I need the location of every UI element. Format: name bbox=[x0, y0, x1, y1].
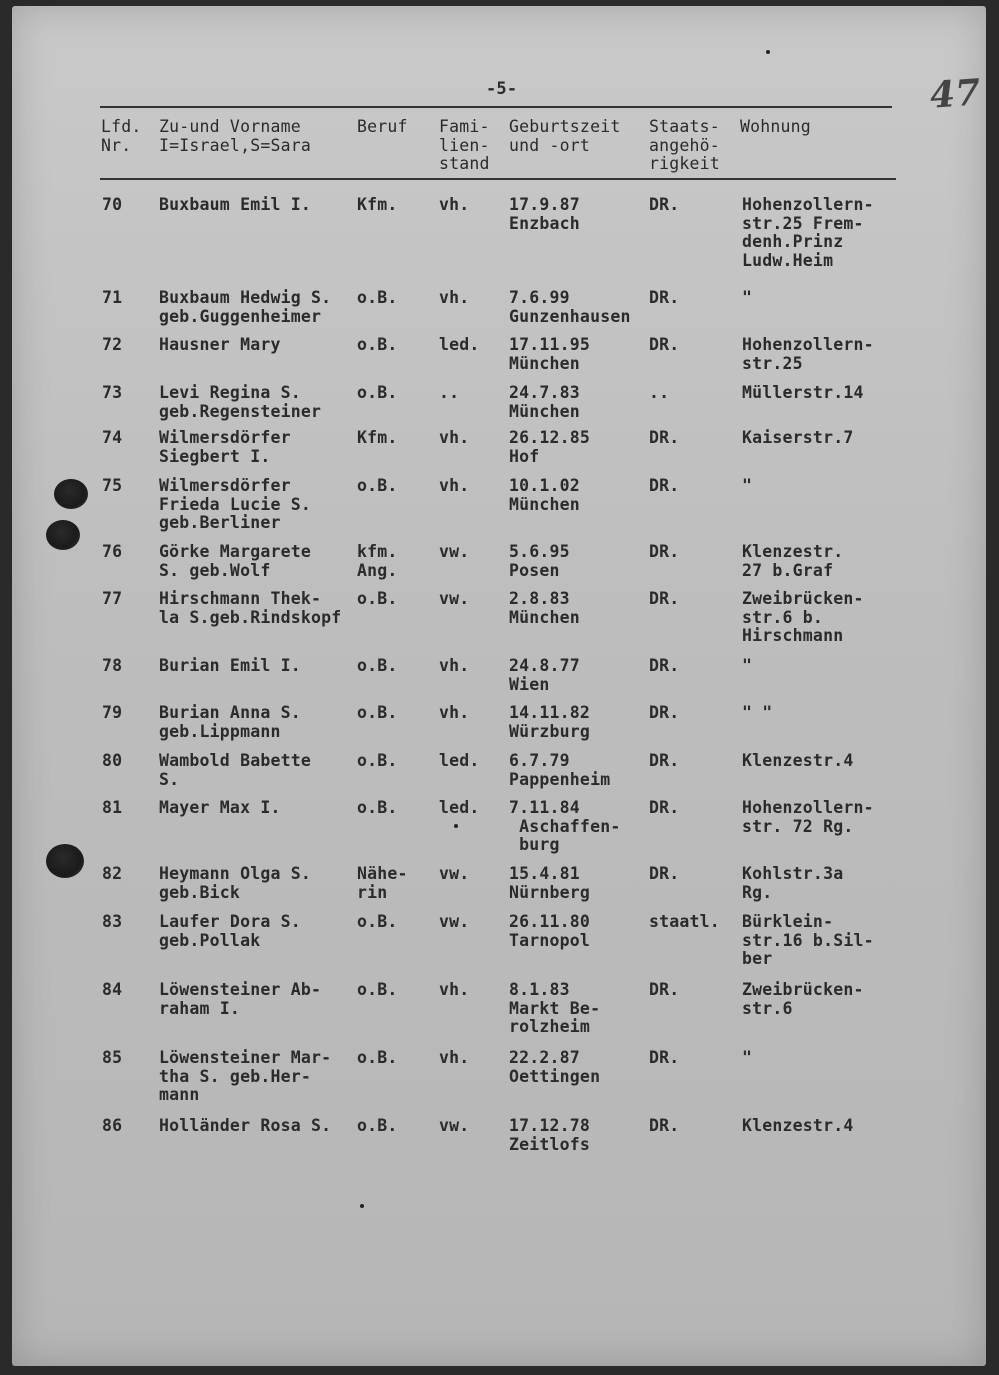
citizenship: DR. bbox=[649, 542, 680, 561]
row-number: 75 bbox=[102, 476, 123, 495]
row-number: 70 bbox=[102, 195, 123, 214]
birth-date-place: 6.7.79 Pappenheim bbox=[509, 751, 611, 789]
marital-status: led. bbox=[439, 335, 480, 354]
marital-status: vh. bbox=[439, 1048, 470, 1067]
occupation: o.B. bbox=[357, 476, 398, 495]
document-page bbox=[12, 6, 986, 1366]
birth-date-place: 10.1.02 München bbox=[509, 476, 580, 514]
marital-status: .. bbox=[439, 383, 460, 402]
person-name: Wilmersdörfer Siegbert I. bbox=[159, 428, 291, 466]
residence: " bbox=[742, 476, 753, 495]
header-familienstand: Fami- lien- stand bbox=[439, 117, 490, 173]
occupation: o.B. bbox=[357, 589, 398, 608]
birth-date-place: 26.12.85 Hof bbox=[509, 428, 591, 466]
person-name: Holländer Rosa S. bbox=[159, 1116, 332, 1135]
person-name: Mayer Max I. bbox=[159, 798, 281, 817]
birth-date-place: 7.11.84 Aschaffen- burg bbox=[509, 798, 621, 854]
header-bottom-rule bbox=[100, 178, 896, 180]
birth-date-place: 14.11.82 Würzburg bbox=[509, 703, 591, 741]
residence: Hohenzollern- str.25 bbox=[742, 335, 874, 373]
row-number: 73 bbox=[102, 383, 123, 402]
marital-status: vh. bbox=[439, 703, 470, 722]
row-number: 82 bbox=[102, 864, 123, 883]
row-number: 72 bbox=[102, 335, 123, 354]
citizenship: DR. bbox=[649, 1116, 680, 1135]
page-number: -5- bbox=[486, 79, 518, 99]
birth-date-place: 7.6.99 Gunzenhausen bbox=[509, 288, 631, 326]
header-staat: Staats- angehö- rigkeit bbox=[649, 117, 720, 173]
residence: Zweibrücken- str.6 b. Hirschmann bbox=[742, 589, 864, 645]
marital-status: vh. bbox=[439, 195, 470, 214]
row-number: 77 bbox=[102, 589, 123, 608]
punch-hole-middle bbox=[46, 520, 80, 550]
birth-date-place: 5.6.95 Posen bbox=[509, 542, 570, 580]
person-name: Buxbaum Emil I. bbox=[159, 195, 312, 214]
residence: Hohenzollern- str. 72 Rg. bbox=[742, 798, 874, 836]
birth-date-place: 24.7.83 München bbox=[509, 383, 580, 421]
citizenship: staatl. bbox=[649, 912, 720, 931]
marital-status: vw. bbox=[439, 589, 470, 608]
residence: " bbox=[742, 656, 753, 675]
row-number: 74 bbox=[102, 428, 123, 447]
row-number: 85 bbox=[102, 1048, 123, 1067]
citizenship: DR. bbox=[649, 798, 680, 817]
birth-date-place: 22.2.87 Oettingen bbox=[509, 1048, 601, 1086]
occupation: o.B. bbox=[357, 1116, 398, 1135]
occupation: o.B. bbox=[357, 980, 398, 999]
person-name: Löwensteiner Mar- tha S. geb.Her- mann bbox=[159, 1048, 332, 1104]
header-beruf: Beruf bbox=[357, 117, 408, 136]
row-number: 84 bbox=[102, 980, 123, 999]
marital-status: vw. bbox=[439, 1116, 470, 1135]
header-name: Zu-und Vorname I=Israel,S=Sara bbox=[159, 117, 312, 155]
residence: " bbox=[742, 288, 753, 307]
marital-status: vw. bbox=[439, 912, 470, 931]
ink-speck bbox=[766, 50, 770, 54]
occupation: o.B. bbox=[357, 703, 398, 722]
marital-status: led. bbox=[439, 798, 480, 817]
occupation: o.B. bbox=[357, 798, 398, 817]
marital-status: vw. bbox=[439, 542, 470, 561]
citizenship: DR. bbox=[649, 656, 680, 675]
occupation: o.B. bbox=[357, 751, 398, 770]
birth-date-place: 15.4.81 Nürnberg bbox=[509, 864, 591, 902]
occupation: o.B. bbox=[357, 656, 398, 675]
row-number: 79 bbox=[102, 703, 123, 722]
person-name: Heymann Olga S. geb.Bick bbox=[159, 864, 312, 902]
marital-status: vh. bbox=[439, 656, 470, 675]
occupation: Nähe- rin bbox=[357, 864, 408, 902]
residence: Zweibrücken- str.6 bbox=[742, 980, 864, 1018]
person-name: Hirschmann Thek- la S.geb.Rindskopf bbox=[159, 589, 342, 627]
header-wohnung: Wohnung bbox=[740, 117, 811, 136]
row-number: 80 bbox=[102, 751, 123, 770]
citizenship: DR. bbox=[649, 751, 680, 770]
person-name: Löwensteiner Ab- raham I. bbox=[159, 980, 322, 1018]
ink-speck bbox=[360, 1204, 364, 1208]
person-name: Wilmersdörfer Frieda Lucie S. geb.Berliner bbox=[159, 476, 312, 532]
header-geburt: Geburtszeit und -ort bbox=[509, 117, 621, 155]
birth-date-place: 17.12.78 Zeitlofs bbox=[509, 1116, 591, 1154]
ink-speck bbox=[454, 824, 458, 828]
row-number: 81 bbox=[102, 798, 123, 817]
citizenship: DR. bbox=[649, 195, 680, 214]
residence: Müllerstr.14 bbox=[742, 383, 864, 402]
residence: Kaiserstr.7 bbox=[742, 428, 854, 447]
citizenship: DR. bbox=[649, 428, 680, 447]
marital-status: vh. bbox=[439, 980, 470, 999]
person-name: Buxbaum Hedwig S. geb.Guggenheimer bbox=[159, 288, 332, 326]
occupation: o.B. bbox=[357, 1048, 398, 1067]
marital-status: led. bbox=[439, 751, 480, 770]
header-nr: Lfd. Nr. bbox=[101, 117, 142, 155]
person-name: Burian Emil I. bbox=[159, 656, 301, 675]
marital-status: vw. bbox=[439, 864, 470, 883]
header-top-rule bbox=[100, 106, 892, 108]
row-number: 86 bbox=[102, 1116, 123, 1135]
row-number: 78 bbox=[102, 656, 123, 675]
citizenship: DR. bbox=[649, 703, 680, 722]
marital-status: vh. bbox=[439, 288, 470, 307]
occupation: o.B. bbox=[357, 335, 398, 354]
person-name: Laufer Dora S. geb.Pollak bbox=[159, 912, 301, 950]
citizenship: DR. bbox=[649, 589, 680, 608]
citizenship: DR. bbox=[649, 335, 680, 354]
person-name: Hausner Mary bbox=[159, 335, 281, 354]
residence: " " bbox=[742, 703, 773, 722]
person-name: Burian Anna S. geb.Lippmann bbox=[159, 703, 301, 741]
punch-hole-bottom bbox=[46, 844, 84, 878]
person-name: Levi Regina S. geb.Regensteiner bbox=[159, 383, 322, 421]
row-number: 76 bbox=[102, 542, 123, 561]
birth-date-place: 24.8.77 Wien bbox=[509, 656, 580, 694]
person-name: Wambold Babette S. bbox=[159, 751, 312, 789]
occupation: o.B. bbox=[357, 383, 398, 402]
occupation: o.B. bbox=[357, 912, 398, 931]
citizenship: DR. bbox=[649, 980, 680, 999]
folio-number: 47 bbox=[928, 71, 982, 117]
occupation: o.B. bbox=[357, 288, 398, 307]
occupation: kfm. Ang. bbox=[357, 542, 398, 580]
residence: Klenzestr.4 bbox=[742, 1116, 854, 1135]
marital-status: vh. bbox=[439, 476, 470, 495]
row-number: 71 bbox=[102, 288, 123, 307]
birth-date-place: 17.11.95 München bbox=[509, 335, 591, 373]
birth-date-place: 26.11.80 Tarnopol bbox=[509, 912, 591, 950]
occupation: Kfm. bbox=[357, 428, 398, 447]
residence: Kohlstr.3a Rg. bbox=[742, 864, 844, 902]
birth-date-place: 2.8.83 München bbox=[509, 589, 580, 627]
citizenship: .. bbox=[649, 383, 670, 402]
residence: " bbox=[742, 1048, 753, 1067]
punch-hole-top bbox=[54, 479, 88, 509]
residence: Klenzestr.4 bbox=[742, 751, 854, 770]
birth-date-place: 8.1.83 Markt Be- rolzheim bbox=[509, 980, 601, 1036]
occupation: Kfm. bbox=[357, 195, 398, 214]
citizenship: DR. bbox=[649, 1048, 680, 1067]
citizenship: DR. bbox=[649, 864, 680, 883]
birth-date-place: 17.9.87 Enzbach bbox=[509, 195, 580, 233]
person-name: Görke Margarete S. geb.Wolf bbox=[159, 542, 312, 580]
marital-status: vh. bbox=[439, 428, 470, 447]
citizenship: DR. bbox=[649, 288, 680, 307]
residence: Klenzestr. 27 b.Graf bbox=[742, 542, 844, 580]
residence: Hohenzollern- str.25 Frem- denh.Prinz Ludw.Heim bbox=[742, 195, 874, 270]
residence: Bürklein- str.16 b.Sil- ber bbox=[742, 912, 874, 968]
citizenship: DR. bbox=[649, 476, 680, 495]
row-number: 83 bbox=[102, 912, 123, 931]
